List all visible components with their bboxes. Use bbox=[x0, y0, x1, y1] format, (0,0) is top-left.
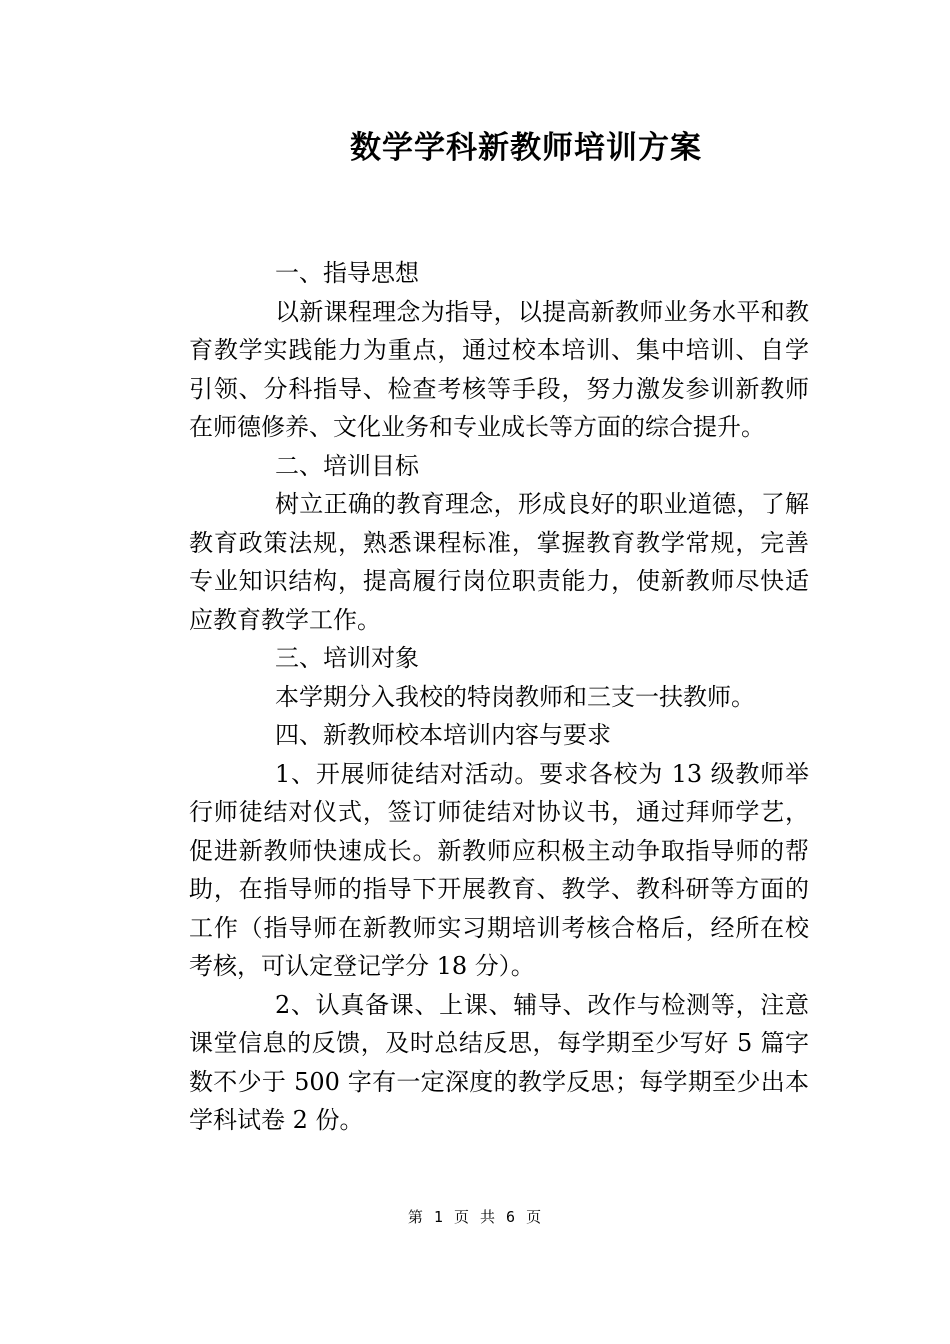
section-heading: 一、指导思想 bbox=[275, 259, 419, 287]
section-paragraph: 以新课程理念为指导，以提高新教师业务水平和教育教学实践能力为重点，通过校本培训、集中培训、自学引领、分科指导、检查考核等手段，努力激发参训新教师在师德修养、文化业务和专业成长等方面的综合提升。 bbox=[189, 297, 809, 441]
section-paragraph: 1、开展师徒结对活动。要求各校为 13 级教师举行师徒结对仪式，签订师徒结对协议书，通过拜师学艺，促进新教师快速成长。新教师应积极主动争取指导师的帮助，在指导师的指导下开展教育、教学、教科研等方面的工作（指导师在新教师实习期培训考核合格后，经所在校考核，可认定登记学分 18 分）。 bbox=[189, 759, 809, 980]
page-footer: 第 1 页 共 6 页 bbox=[407, 1208, 543, 1226]
section-heading: 二、培训目标 bbox=[275, 451, 419, 480]
section-paragraph: 2、认真备课、上课、辅导、改作与检测等，注意课堂信息的反馈，及时总结反思，每学期至少写好 5 篇字数不少于 500 字有一定深度的教学反思；每学期至少出本学科试卷 2 份。 bbox=[189, 990, 809, 1134]
document-title: 数学学科新教师培训方案 bbox=[350, 130, 702, 166]
section-heading: 四、新教师校本培训内容与要求 bbox=[275, 721, 611, 749]
section-paragraph: 本学期分入我校的特岗教师和三支一扶教师。 bbox=[275, 682, 755, 711]
document-body bbox=[189, 254, 809, 1140]
section-paragraph: 树立正确的教育理念，形成良好的职业道德，了解教育政策法规，熟悉课程标准，掌握教育教学常规，完善专业知识结构，提高履行岗位职责能力，使新教师尽快适应教育教学工作。 bbox=[189, 490, 809, 634]
section-heading: 三、培训对象 bbox=[275, 644, 419, 672]
